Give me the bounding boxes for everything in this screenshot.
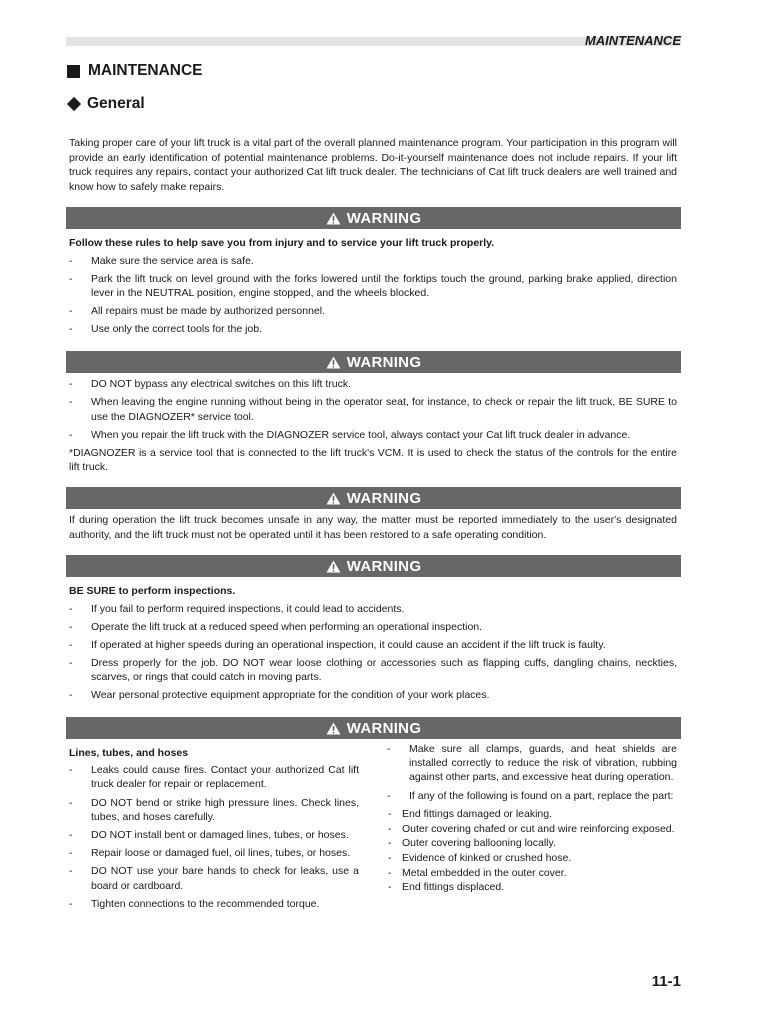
warning-banner (66, 555, 681, 577)
warning-2-content (69, 377, 677, 475)
warning-4-content (69, 584, 677, 706)
list-item: - Wear personal protective equipment appropriate for the condition of your work places. (69, 689, 490, 701)
list-item: - Park the lift truck on level ground with the forks lowered until the forktips touch the ground, parking brake applied, direction lever in the NEUTRAL position, engine stopped, and the wheels blocked. (69, 272, 677, 299)
column-heading: Lines, tubes, and hoses (69, 747, 189, 759)
warning-label: WARNING (346, 353, 422, 371)
warning-triangle-icon (326, 722, 341, 735)
warning-label: WARNING (346, 209, 422, 227)
square-bullet-icon (67, 65, 80, 78)
warning-lead: BE SURE to perform inspections. (69, 585, 236, 597)
list-item: - DO NOT bypass any electrical switches on this lift truck. (69, 378, 352, 390)
warning-lead: Follow these rules to help save you from injury and to service your lift truck properly. (69, 237, 495, 249)
list-item: - DO NOT install bent or damaged lines, tubes, or hoses. (69, 829, 349, 842)
list-item: - Repair loose or damaged fuel, oil lines, tubes, or hoses. (69, 847, 351, 860)
list-item: - Tighten connections to the recommended torque. (69, 897, 320, 910)
list-item: - Make sure the service area is safe. (69, 254, 254, 267)
warning-label: WARNING (346, 557, 422, 575)
sub-list-item: - End fittings damaged or leaking. (388, 807, 553, 820)
sub-list-item: - Outer covering ballooning locally. (388, 837, 556, 850)
warning-banner (66, 351, 681, 373)
list-item: - When you repair the lift truck with the DIAGNOZER service tool, always contact your Cat lift truck dealer in advance. (69, 428, 631, 441)
list-item: - DO NOT use your bare hands to check for leaks, use a board or cardboard. (69, 865, 359, 892)
running-header: MAINTENANCE (584, 33, 681, 48)
sub-list-item: - Metal embedded in the outer cover. (388, 866, 567, 879)
warning-triangle-icon (326, 212, 341, 225)
list-item: - Dress properly for the job. DO NOT wear loose clothing or accessories such as flapping cuffs, dangling chains, neckties, scarves, or rings that could catch in moving parts. (69, 656, 677, 683)
warning-3-content (69, 513, 677, 542)
intro-paragraph: Taking proper care of your lift truck is a vital part of the overall planned maintenance program. Your participation in this program will provide an early identification of potential maintenance problems. Do-it-yourself maintenance does not include repairs. If your lift truck requires any repairs, contact your authorized Cat lift truck dealer. The technicians of Cat lift truck dealers are well trained and know how to safely make repairs. (69, 137, 677, 193)
list-item: - Use only the correct tools for the job. (69, 323, 262, 335)
sub-list-item: - End fittings displaced. (388, 881, 505, 894)
warning-1-content (69, 236, 677, 340)
section-heading (67, 62, 203, 80)
warning-triangle-icon (326, 356, 341, 369)
warning-banner (66, 207, 681, 229)
diamond-bullet-icon (67, 97, 81, 111)
list-item: - Operate the lift truck at a reduced speed when performing an operational inspection. (69, 620, 483, 633)
list-item: - When leaving the engine running without being in the operator seat, for instance, to check or repair the lift truck, BE SURE to use the DIAGNOZER* service tool. (69, 396, 677, 423)
list-item: - DO NOT bend or strike high pressure lines. Check lines, tubes, and hoses carefully. (69, 796, 359, 823)
sub-list-item: - Evidence of kinked or crushed hose. (388, 851, 572, 864)
warning-triangle-icon (326, 560, 341, 573)
list-item: - If you fail to perform required inspections, it could lead to accidents. (69, 602, 405, 615)
warning-5-left-column (69, 746, 359, 915)
page-number: 11-1 (651, 973, 681, 990)
list-item: - Leaks could cause fires. Contact your authorized Cat lift truck dealer for repair or replacement. (69, 764, 359, 791)
list-item: - All repairs must be made by authorized personnel. (69, 305, 326, 317)
warning-label: WARNING (346, 719, 422, 737)
subsection-heading (67, 95, 145, 113)
section-title: MAINTENANCE (88, 62, 203, 79)
footnote: *DIAGNOZER is a service tool that is connected to the lift truck's VCM. It is used to check the status of the controls for the entire lift truck. (69, 446, 677, 473)
subsection-title: General (87, 95, 145, 112)
list-item: - If any of the following is found on a part, replace the part: (387, 789, 674, 802)
warning-banner (66, 487, 681, 509)
warning-5-right-column (387, 742, 677, 895)
sub-list-item: - Outer covering chafed or cut and wire reinforcing exposed. (388, 822, 675, 835)
warning-triangle-icon (326, 492, 341, 505)
list-item: - If operated at higher speeds during an operational inspection, it could cause an accident if the lift truck is faulty. (69, 638, 606, 651)
list-item: - Make sure all clamps, guards, and heat shields are installed correctly to reduce the risk of vibration, rubbing against other parts, and excessive heat during operation. (387, 743, 677, 784)
warning-text: If during operation the lift truck becomes unsafe in any way, the matter must be reported immediately to the user's designated authority, and the lift truck must not be operated until it has been restored to a safe operating condition. (69, 514, 677, 541)
warning-label: WARNING (346, 489, 422, 507)
warning-banner (66, 717, 681, 739)
